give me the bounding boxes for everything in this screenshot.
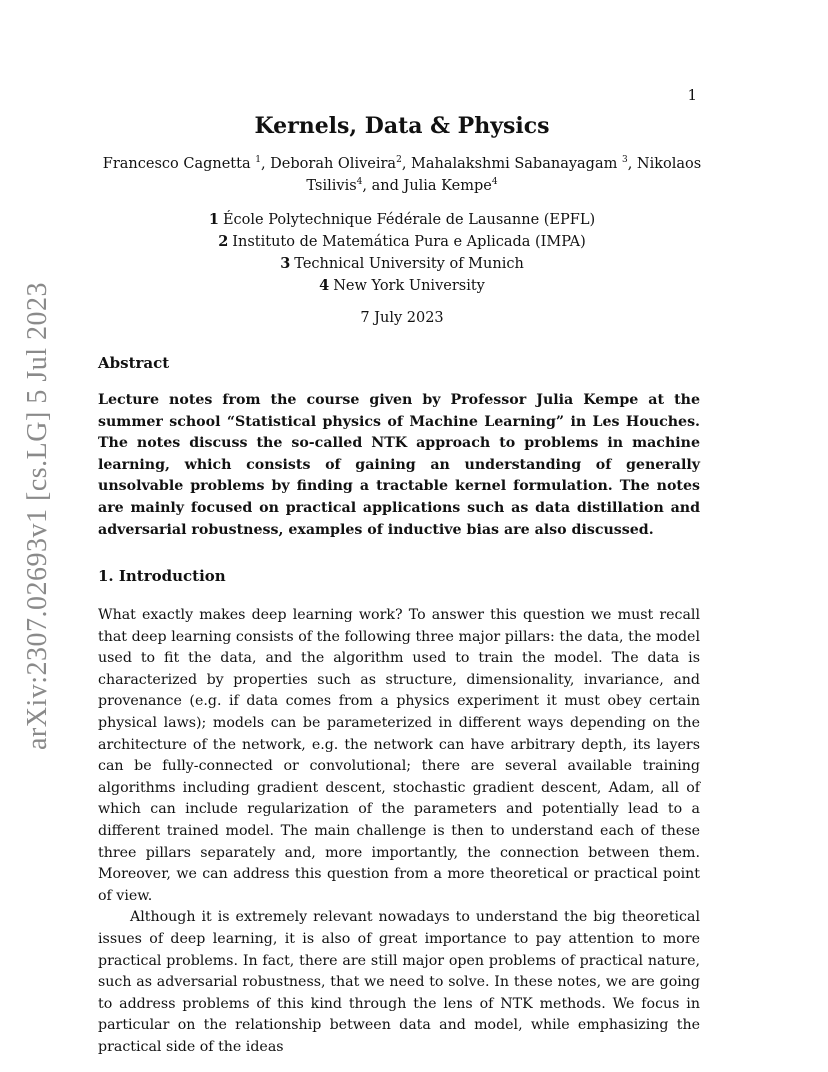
- affiliation-name: New York University: [333, 278, 485, 294]
- paragraph: Although it is extremely relevant nowadays to understand the big theoretical issues of deep learning, it is also of great importance to pay attention to more practical problems. In fact, there are still major open problems of practical nature, such as adversarial robustness, that we need to solve. In these notes, we are going to address problems of this kind through the lens of NTK methods. We focus in particular on the relationship between data and model, while emphasizing the practical side of the ideas: [98, 909, 700, 1055]
- abstract-text: Lecture notes from the course given by Professor Julia Kempe at the summer school “Statistical physics of Machine Learning” in Les Houches. The notes discuss the so-called NTK approach to problems in machine learning, which consists of gaining an understanding of generally unsolvable problems by finding a tractable kernel formulation. The notes are mainly focused on practical applications such as data distillation and adversarial robustness, examples of inductive bias are also discussed.: [98, 392, 700, 538]
- author-affiliation-mark: 1: [255, 155, 261, 166]
- affiliation-number: 2: [218, 233, 229, 250]
- author-affiliation-mark: 4: [356, 177, 363, 188]
- affiliation-name: Technical University of Munich: [294, 256, 524, 272]
- affiliation: [98, 253, 706, 275]
- author-name: Julia Kempe: [403, 178, 492, 194]
- author-affiliation-mark: 3: [621, 155, 628, 166]
- author: Mahalakshmi Sabanayagam $^3$,: [411, 155, 637, 172]
- page-number: 1: [687, 86, 697, 104]
- paper-title: Kernels, Data & Physics: [254, 113, 550, 139]
- affiliation-list: [98, 209, 706, 297]
- publication-date: 7 July 2023: [360, 310, 444, 326]
- author-affiliation-mark: 2: [396, 155, 402, 166]
- author-name: Francesco Cagnetta: [102, 156, 251, 172]
- section-heading: 1. Introduction: [98, 567, 226, 585]
- body-text: [98, 605, 700, 1058]
- arxiv-identifier-stamp: arXiv:2307.02693v1 [cs.LG] 5 Jul 2023: [22, 281, 53, 751]
- affiliation: [98, 275, 706, 297]
- author-name: Deborah Oliveira: [270, 156, 397, 172]
- affiliation-number: 1: [208, 211, 219, 228]
- affiliation: [98, 209, 706, 231]
- abstract-heading: Abstract: [98, 354, 170, 372]
- affiliation-number: 4: [319, 277, 330, 294]
- author: Nikolaos Tsilivis$^4$, and: [306, 156, 702, 194]
- author-list: [98, 153, 706, 197]
- affiliation: [98, 231, 706, 253]
- paragraph: What exactly makes deep learning work? To answer this question we must recall that deep learning consists of the following three major pillars: the data, the model used to fit the data, and the algorithm used to train the model. The data is characterized by properties such as structure, dimensionality, invariance, and provenance (e.g. if data comes from a physics experiment it must obey certain physical laws); models can be parameterized in different ways depending on the architecture of the network, e.g. the network can have arbitrary depth, its layers can be fully-connected or convolutional; there are several available training algorithms including gradient descent, stochastic gradient descent, Adam, all of which can include regularization of the parameters and potentially lead to a different trained model. The main challenge is then to understand each of these three pillars separately and, more importantly, the connection between them. Moreover, we can address this question from a more theoretical or practical point of view.: [98, 607, 700, 904]
- author-affiliation-mark: 4: [491, 177, 498, 188]
- affiliation-name: Instituto de Matemática Pura e Aplicada (IMPA): [232, 234, 586, 250]
- author: Deborah Oliveira$^2$,: [270, 155, 412, 172]
- affiliation-number: 3: [280, 255, 291, 272]
- author-name: Mahalakshmi Sabanayagam: [411, 156, 618, 172]
- author: Francesco Cagnetta $^1$,: [102, 155, 271, 172]
- author-name: Nikolaos Tsilivis: [306, 156, 702, 194]
- affiliation-name: École Polytechnique Fédérale de Lausanne (EPFL): [222, 212, 596, 228]
- author: [404, 178, 498, 194]
